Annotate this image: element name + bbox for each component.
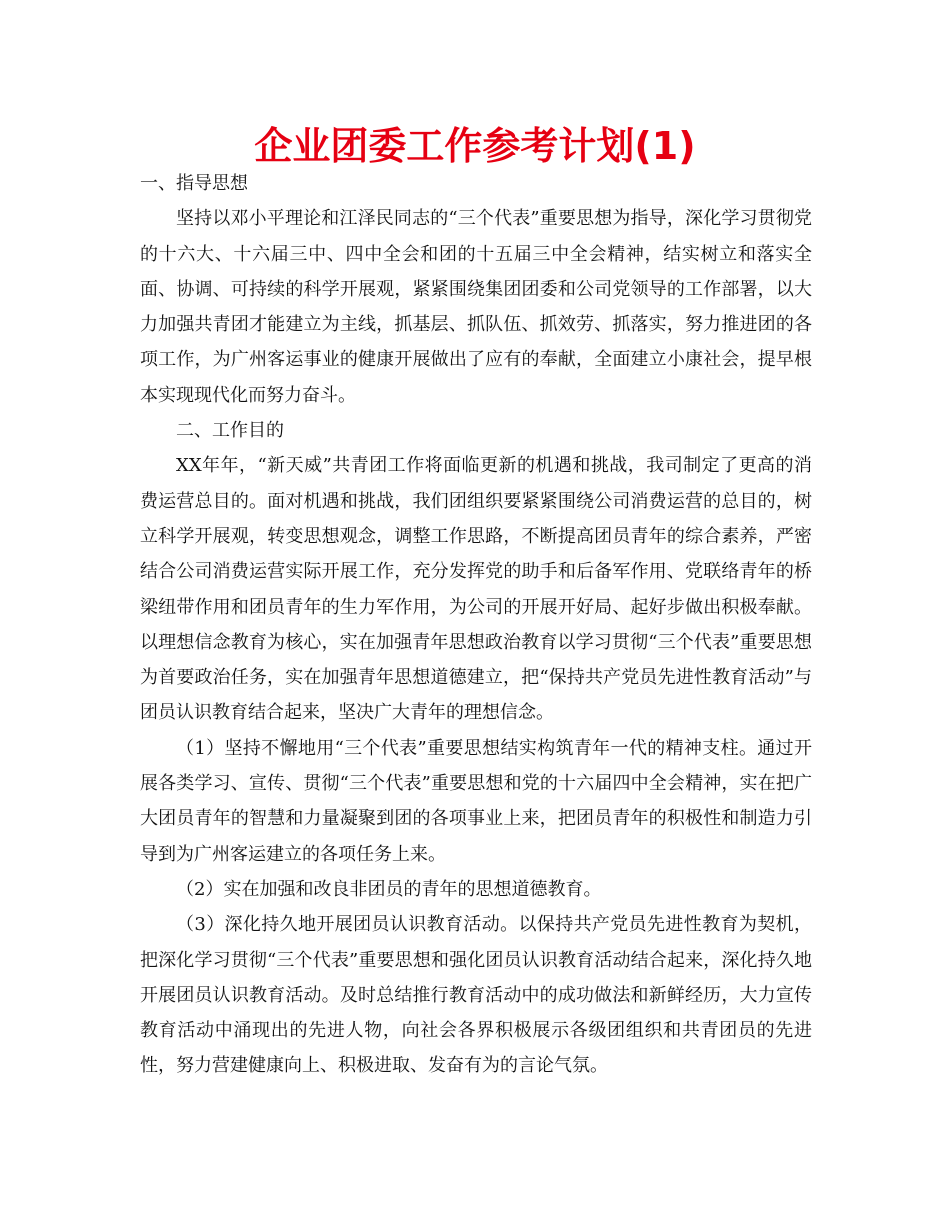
document-title: 企业团委工作参考计划(1) (254, 124, 696, 168)
paragraph-guiding-thought: 坚持以邓小平理论和江泽民同志的“三个代表”重要思想为指导，深化学习贯彻党的十六大、十六届三中、四中全会和团的十五届三中全会精神，结实树立和落实全面、协调、可持续的科学开展观，紧紧围绕集团团委和公司党领导的工作部署，以大力加强共青团才能建立为主线，抓基层、抓队伍、抓效劳、抓落实，努力推进团的各项工作，为广州客运事业的健康开展做出了应有的奉献，全面建立小康社会，提早根本实现现代化而努力奋斗。 (140, 208, 812, 406)
list-item-2: （2）实在加强和改良非团员的青年的思想道德教育。 (176, 878, 602, 900)
document-body (140, 166, 812, 1084)
section-heading-guiding-thought: 一、指导思想 (140, 173, 248, 194)
paragraph-work-goals: XX年年，“新天威”共青团工作将面临更新的机遇和挑战，我司制定了更高的消费运营总目的。面对机遇和挑战，我们团组织要紧紧围绕公司消费运营的总目的，树立科学开展观，转变思想观念，调整工作思路，不断提高团员青年的综合素养，严密结合公司消费运营实际开展工作，充分发挥党的助手和后备军作用、党联络青年的桥梁纽带作用和团员青年的生力军作用，为公司的开展开好局、起好步做出积极奉献。以理想信念教育为核心，实在加强青年思想政治教育以学习贯彻“三个代表”重要思想为首要政治任务，实在加强青年思想道德建立，把“保持共产党员先进性教育活动”与团员认识教育结合起来，坚决广大青年的理想信念。 (140, 455, 812, 724)
section-heading-work-goals: 二、工作目的 (176, 420, 284, 442)
list-item-1: （1）坚持不懈地用“三个代表”重要思想结实构筑青年一代的精神支柱。通过开展各类学习、宣传、贯彻“三个代表”重要思想和党的十六届四中全会精神，实在把广大团员青年的智慧和力量凝聚到团的各项事业上来，把团员青年的积极性和制造力引导到为广州客运建立的各项任务上来。 (140, 737, 812, 865)
list-item-3: （3）深化持久地开展团员认识教育活动。以保持共产党员先进性教育为契机，把深化学习贯彻“三个代表”重要思想和强化团员认识教育活动结合起来，深化持久地开展团员认识教育活动。及时总结推行教育活动中的成功做法和新鲜经历，大力宣传教育活动中涌现出的先进人物，向社会各界积极展示各级团组织和共青团员的先进性，努力营建健康向上、积极进取、发奋有为的言论气氛。 (140, 914, 812, 1077)
